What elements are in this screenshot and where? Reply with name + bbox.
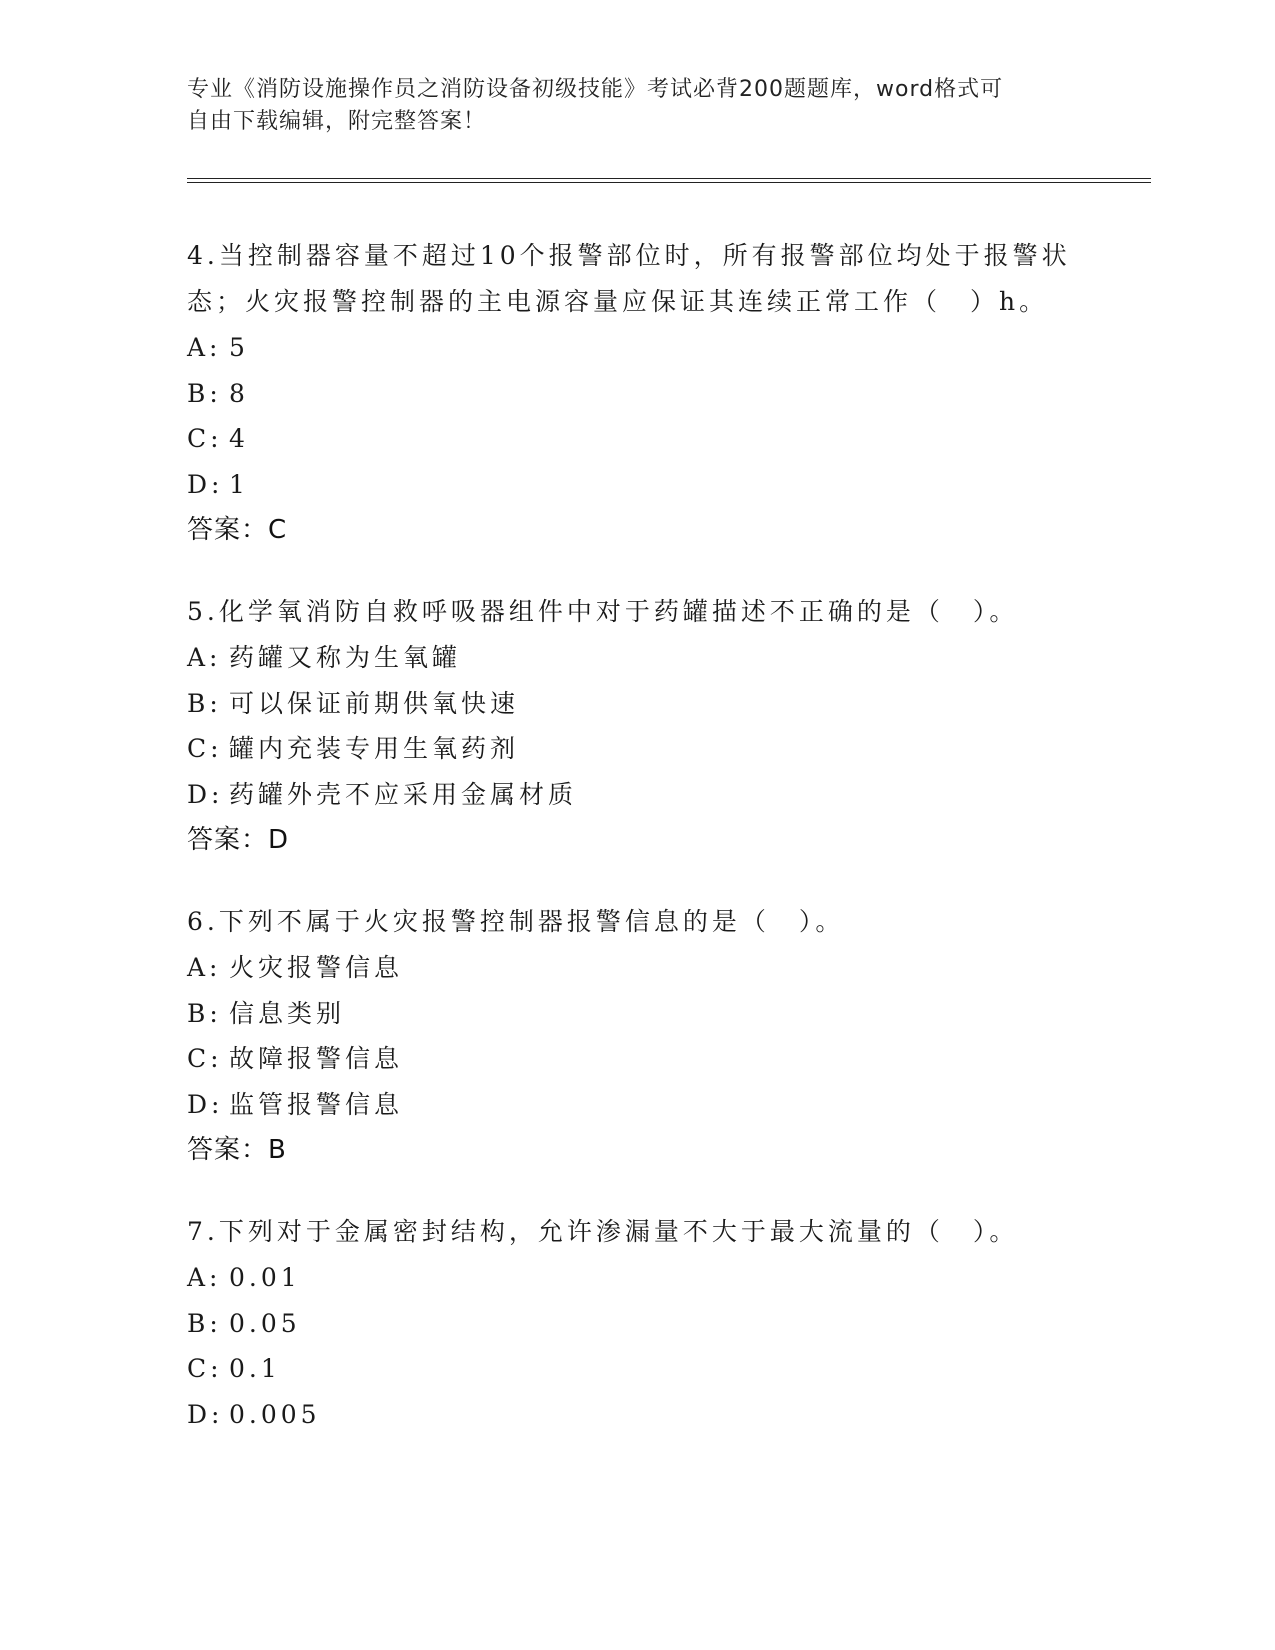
option-d (187, 462, 1087, 508)
header-line-2: 自由下载编辑，附完整答案！ (187, 109, 487, 134)
question-6 (187, 899, 1087, 1173)
option-letter: A: (187, 333, 222, 362)
option-text: 4 (229, 424, 249, 453)
option-letter: D: (187, 1089, 224, 1119)
option-text: 火灾报警信息 (229, 953, 404, 982)
question-4 (187, 233, 1087, 553)
option-b (187, 991, 1087, 1037)
option-d (187, 1392, 1087, 1438)
option-text: 监管报警信息 (229, 1089, 404, 1119)
question-text-line: 4.当控制器容量不超过10个报警部位时，所有报警部位均处于报警状 (187, 241, 1071, 270)
option-letter: D: (187, 779, 224, 809)
option-a (187, 1255, 1087, 1301)
option-letter: A: (187, 643, 222, 672)
option-text: 信息类别 (229, 998, 346, 1028)
question-5 (187, 589, 1087, 863)
option-c (187, 1346, 1087, 1392)
option-text: 1 (229, 469, 249, 499)
option-c (187, 416, 1087, 462)
option-text: 0.1 (229, 1354, 281, 1383)
option-text: 0.05 (229, 1308, 301, 1338)
option-letter: B: (187, 688, 222, 718)
option-a (187, 635, 1087, 681)
option-letter: A: (187, 1263, 222, 1292)
question-text-line: 5.化学氧消防自救呼吸器组件中对于药罐描述不正确的是（ ）。 (187, 597, 1019, 626)
answer-label: 答案：D (187, 825, 290, 855)
option-b (187, 681, 1087, 727)
option-c (187, 1036, 1087, 1082)
option-d (187, 772, 1087, 818)
option-text: 药罐又称为生氧罐 (229, 643, 462, 672)
option-text: 0.01 (229, 1263, 301, 1292)
option-letter: C: (187, 1354, 223, 1383)
option-b (187, 371, 1087, 417)
option-text: 罐内充装专用生氧药剂 (229, 734, 520, 763)
option-letter: B: (187, 378, 222, 408)
question-7 (187, 1209, 1087, 1437)
option-letter: B: (187, 998, 222, 1028)
option-text: 故障报警信息 (229, 1044, 404, 1073)
option-c (187, 726, 1087, 772)
option-text: 0.005 (229, 1399, 321, 1429)
option-text: 可以保证前期供氧快速 (229, 688, 520, 718)
option-letter: C: (187, 734, 223, 763)
option-b (187, 1301, 1087, 1347)
header-divider (187, 178, 1151, 183)
option-a (187, 325, 1087, 371)
question-text-line: 6.下列不属于火灾报警控制器报警信息的是（ ）。 (187, 907, 845, 936)
option-letter: D: (187, 1399, 224, 1429)
document-header (187, 74, 1067, 138)
option-letter: A: (187, 953, 222, 982)
option-letter: C: (187, 424, 223, 453)
question-list (187, 233, 1087, 1473)
option-a (187, 945, 1087, 991)
answer-label: 答案：B (187, 1135, 287, 1165)
option-text: 5 (229, 333, 249, 362)
header-line-1: 专业《消防设施操作员之消防设备初级技能》考试必背200题题库，word格式可 (187, 77, 1004, 102)
option-letter: D: (187, 469, 224, 499)
option-text: 药罐外壳不应采用金属材质 (229, 779, 578, 809)
option-d (187, 1082, 1087, 1128)
option-letter: C: (187, 1044, 223, 1073)
option-text: 8 (229, 378, 249, 408)
option-letter: B: (187, 1308, 222, 1338)
question-text-line: 7.下列对于金属密封结构，允许渗漏量不大于最大流量的（ ）。 (187, 1217, 1019, 1246)
question-text-line: 态；火灾报警控制器的主电源容量应保证其连续正常工作（ ）h。 (187, 287, 1049, 316)
answer-label: 答案：C (187, 515, 288, 545)
